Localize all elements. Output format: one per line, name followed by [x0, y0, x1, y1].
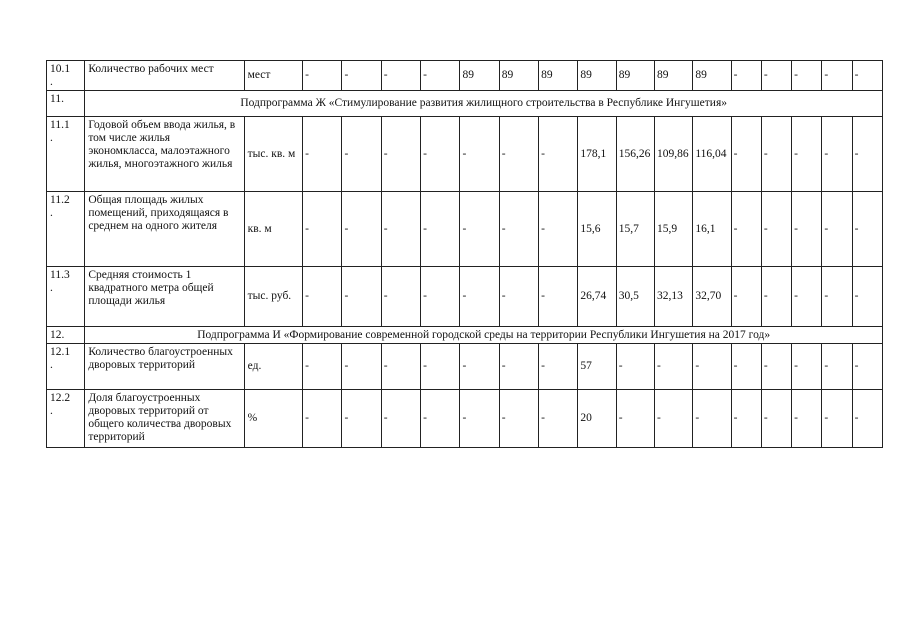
value-cell: 89 — [693, 61, 731, 91]
value-cell: - — [616, 390, 654, 448]
value-cell: - — [421, 192, 460, 267]
value-cell: - — [822, 61, 852, 91]
value-cell: 32,70 — [693, 267, 731, 327]
value-cell: - — [381, 61, 420, 91]
table-row — [47, 192, 883, 267]
value-cell: - — [731, 61, 761, 91]
value-cell: - — [792, 344, 822, 390]
value-cell: 15,6 — [578, 192, 616, 267]
value-cell: - — [342, 117, 381, 192]
indicator-unit: % — [244, 390, 302, 448]
indicator-unit: тыс. руб. — [244, 267, 302, 327]
value-cell: 116,04 — [693, 117, 731, 192]
indicator-unit: мест — [244, 61, 302, 91]
table-row — [47, 267, 883, 327]
row-number: 12.1 . — [47, 344, 85, 390]
value-cell: 89 — [499, 61, 538, 91]
row-number: 11. — [47, 91, 85, 117]
value-cell: - — [460, 344, 499, 390]
value-cell: - — [342, 61, 381, 91]
value-cell: 30,5 — [616, 267, 654, 327]
table-row — [47, 117, 883, 192]
value-cell: - — [616, 344, 654, 390]
value-cell: - — [852, 267, 882, 327]
indicator-name: Годовой объем ввода жилья, в том числе жилья экономкласса, малоэтажного жилья, многоэтажного жилья — [85, 117, 244, 192]
value-cell: - — [655, 390, 693, 448]
value-cell: 89 — [578, 61, 616, 91]
value-cell: - — [731, 344, 761, 390]
value-cell: 156,26 — [616, 117, 654, 192]
value-cell: - — [693, 390, 731, 448]
value-cell: - — [822, 117, 852, 192]
value-cell: 15,9 — [655, 192, 693, 267]
value-cell: - — [381, 192, 420, 267]
value-cell: - — [303, 117, 342, 192]
indicator-name: Средняя стоимость 1 квадратного метра общей площади жилья — [85, 267, 244, 327]
value-cell: - — [822, 192, 852, 267]
value-cell: - — [792, 192, 822, 267]
value-cell: - — [852, 390, 882, 448]
value-cell: - — [731, 267, 761, 327]
value-cell: - — [539, 192, 578, 267]
table-body — [47, 61, 883, 448]
value-cell: 16,1 — [693, 192, 731, 267]
value-cell: - — [693, 344, 731, 390]
value-cell: - — [792, 117, 822, 192]
value-cell: - — [421, 117, 460, 192]
row-number: 11.2 . — [47, 192, 85, 267]
value-cell: - — [731, 192, 761, 267]
value-cell: - — [499, 344, 538, 390]
value-cell: - — [499, 192, 538, 267]
value-cell: 178,1 — [578, 117, 616, 192]
value-cell: - — [852, 117, 882, 192]
row-number: 11.3 . — [47, 267, 85, 327]
row-number: 10.1 . — [47, 61, 85, 91]
value-cell: - — [655, 344, 693, 390]
value-cell: - — [761, 192, 791, 267]
value-cell: - — [460, 117, 499, 192]
value-cell: - — [303, 192, 342, 267]
value-cell: - — [342, 192, 381, 267]
value-cell: - — [852, 192, 882, 267]
value-cell: - — [499, 390, 538, 448]
value-cell: 89 — [539, 61, 578, 91]
value-cell: - — [792, 267, 822, 327]
row-number: 12. — [47, 327, 85, 344]
value-cell: - — [303, 267, 342, 327]
value-cell: - — [499, 117, 538, 192]
value-cell: - — [822, 390, 852, 448]
value-cell: - — [381, 117, 420, 192]
value-cell: - — [342, 344, 381, 390]
value-cell: - — [342, 390, 381, 448]
value-cell: - — [381, 344, 420, 390]
row-number: 11.1 . — [47, 117, 85, 192]
value-cell: 26,74 — [578, 267, 616, 327]
value-cell: - — [792, 61, 822, 91]
value-cell: - — [421, 61, 460, 91]
value-cell: - — [761, 61, 791, 91]
value-cell: - — [381, 267, 420, 327]
value-cell: - — [731, 390, 761, 448]
value-cell: - — [460, 192, 499, 267]
table-row — [47, 344, 883, 390]
indicator-name: Доля благоустроенных дворовых территорий от общего количества дворовых территорий — [85, 390, 244, 448]
indicator-unit: ед. — [244, 344, 302, 390]
value-cell: - — [761, 267, 791, 327]
value-cell: - — [822, 267, 852, 327]
indicator-unit: кв. м — [244, 192, 302, 267]
value-cell: - — [460, 267, 499, 327]
value-cell: - — [303, 390, 342, 448]
indicators-table — [46, 60, 883, 448]
value-cell: - — [460, 390, 499, 448]
value-cell: - — [761, 390, 791, 448]
value-cell: - — [792, 390, 822, 448]
subprogram-header-row — [47, 327, 883, 344]
value-cell: 15,7 — [616, 192, 654, 267]
value-cell: - — [539, 267, 578, 327]
value-cell: - — [342, 267, 381, 327]
value-cell: - — [499, 267, 538, 327]
value-cell: - — [852, 344, 882, 390]
value-cell: 57 — [578, 344, 616, 390]
value-cell: - — [761, 117, 791, 192]
value-cell: - — [539, 344, 578, 390]
value-cell: - — [539, 390, 578, 448]
indicator-name: Количество благоустроенных дворовых территорий — [85, 344, 244, 390]
subprogram-title: Подпрограмма И «Формирование современной городской среды на территории Республики Ингушетия на 2017 год» — [85, 327, 883, 344]
value-cell: - — [303, 61, 342, 91]
value-cell: - — [381, 390, 420, 448]
subprogram-header-row — [47, 91, 883, 117]
value-cell: - — [822, 344, 852, 390]
value-cell: 89 — [460, 61, 499, 91]
value-cell: - — [421, 344, 460, 390]
value-cell: - — [421, 267, 460, 327]
value-cell: 20 — [578, 390, 616, 448]
table-row — [47, 390, 883, 448]
indicator-name: Количество рабочих мест — [85, 61, 244, 91]
value-cell: - — [761, 344, 791, 390]
value-cell: 32,13 — [655, 267, 693, 327]
value-cell: 89 — [655, 61, 693, 91]
indicator-name: Общая площадь жилых помещений, приходящаяся в среднем на одного жителя — [85, 192, 244, 267]
table-row — [47, 61, 883, 91]
indicator-unit: тыс. кв. м — [244, 117, 302, 192]
value-cell: - — [303, 344, 342, 390]
value-cell: - — [852, 61, 882, 91]
value-cell: - — [421, 390, 460, 448]
row-number: 12.2 . — [47, 390, 85, 448]
value-cell: - — [539, 117, 578, 192]
value-cell: - — [731, 117, 761, 192]
value-cell: 109,86 — [655, 117, 693, 192]
subprogram-title: Подпрограмма Ж «Стимулирование развития жилищного строительства в Республике Ингушетия» — [85, 91, 883, 117]
value-cell: 89 — [616, 61, 654, 91]
